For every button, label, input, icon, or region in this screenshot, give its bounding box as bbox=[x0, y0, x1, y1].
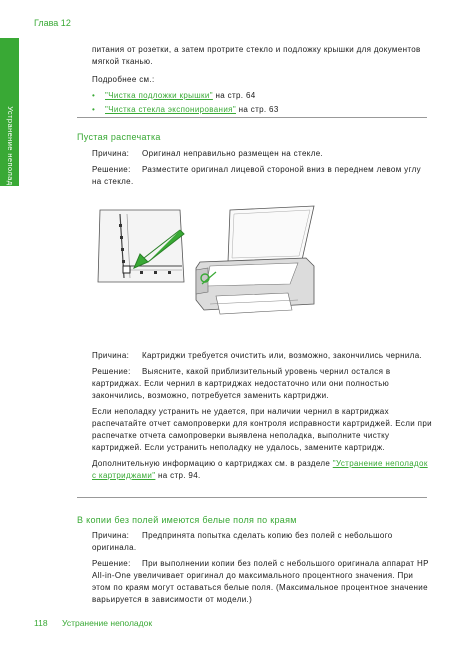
solution-text: Разместите оригинал лицевой стороной вниз в переднем левом углу на стекле. bbox=[92, 165, 421, 186]
section3-body bbox=[92, 530, 432, 606]
page-footer bbox=[34, 617, 152, 629]
cause-label: Причина: bbox=[92, 531, 130, 540]
cause-text: Предпринята попытка сделать копию без полей с небольшого оригинала. bbox=[92, 531, 393, 552]
solution-row bbox=[92, 558, 432, 606]
solution-label: Решение: bbox=[92, 559, 131, 568]
page-ref: на стр. 63 bbox=[236, 105, 279, 114]
link-cartridge-troubleshooting[interactable]: "Устранение неполадок с картриджами" bbox=[92, 459, 428, 480]
cause-row bbox=[92, 350, 432, 362]
printer bbox=[196, 206, 314, 314]
solution-text: Выясните, какой приблизительный уровень чернил остался в картриджах. Если чернил в картриджах недостаточно или они полностью закончились, возможно, потребуется заменить картриджи. bbox=[92, 367, 391, 400]
more-info-label: Подробнее см.: bbox=[92, 75, 155, 84]
corner-inset bbox=[98, 210, 184, 282]
solution-text: При выполнении копии без полей с небольшого оригинала аппарат HP All-in-One увеличивает оригинал до максимального процентного значения. При этом по краям могут оставаться белые поля. (Максимальное процентное значение варьируется в зависимости от модели.) bbox=[92, 559, 429, 604]
divider bbox=[77, 497, 427, 498]
section2-body bbox=[92, 350, 432, 482]
page-ref: на стр. 94. bbox=[155, 471, 201, 480]
solution-label: Решение: bbox=[92, 367, 131, 376]
side-tab-label: Устранение неполадок bbox=[6, 106, 15, 194]
solution-label: Решение: bbox=[92, 165, 131, 174]
more-info-prefix: Дополнительную информацию о картриджах см. в разделе bbox=[92, 459, 333, 468]
intro-block bbox=[92, 44, 432, 116]
section1-body bbox=[92, 148, 432, 188]
solution-row bbox=[92, 164, 432, 188]
cause-row bbox=[92, 148, 432, 160]
page-ref: на стр. 64 bbox=[212, 91, 256, 100]
page-number: 118 bbox=[34, 618, 48, 628]
side-tab bbox=[0, 38, 19, 194]
solution-row bbox=[92, 366, 432, 402]
list-item bbox=[92, 104, 432, 116]
intro-text: питания от розетки, а затем протрите стекло и подложку крышки для документов мягкой тканью. bbox=[92, 45, 421, 66]
printer-glass-illustration bbox=[92, 200, 332, 335]
troubleshoot-paragraph: Если неполадку устранить не удается, при наличии чернил в картриджах распечатайте отчет самопроверки для контроля исправности картриджей. Если при распечатке отчета самопроверки выявлена неполадка, выполните чистку картриджей. Если устранить неполадку не удалось, замените картридж. bbox=[92, 407, 432, 452]
link-lid-cleaning[interactable]: "Чистка подложки крышки" bbox=[105, 91, 213, 100]
cause-text: Картриджи требуется очистить или, возможно, закончились чернила. bbox=[142, 351, 423, 360]
cause-row bbox=[92, 530, 432, 554]
footer-section: Устранение неполадок bbox=[62, 618, 153, 628]
chapter-header: Глава 12 bbox=[34, 18, 71, 28]
list-item bbox=[92, 90, 432, 102]
section-title-blank-print: Пустая распечатка bbox=[77, 132, 161, 142]
link-list bbox=[92, 90, 432, 116]
more-info-paragraph bbox=[92, 458, 432, 482]
section-title-borderless-copy: В копии без полей имеются белые поля по краям bbox=[77, 515, 297, 525]
cause-label: Причина: bbox=[92, 351, 130, 360]
cause-text: Оригинал неправильно размещен на стекле. bbox=[142, 149, 324, 158]
divider bbox=[77, 117, 427, 118]
cause-label: Причина: bbox=[92, 149, 130, 158]
link-glass-cleaning[interactable]: "Чистка стекла экспонирования" bbox=[105, 105, 237, 114]
